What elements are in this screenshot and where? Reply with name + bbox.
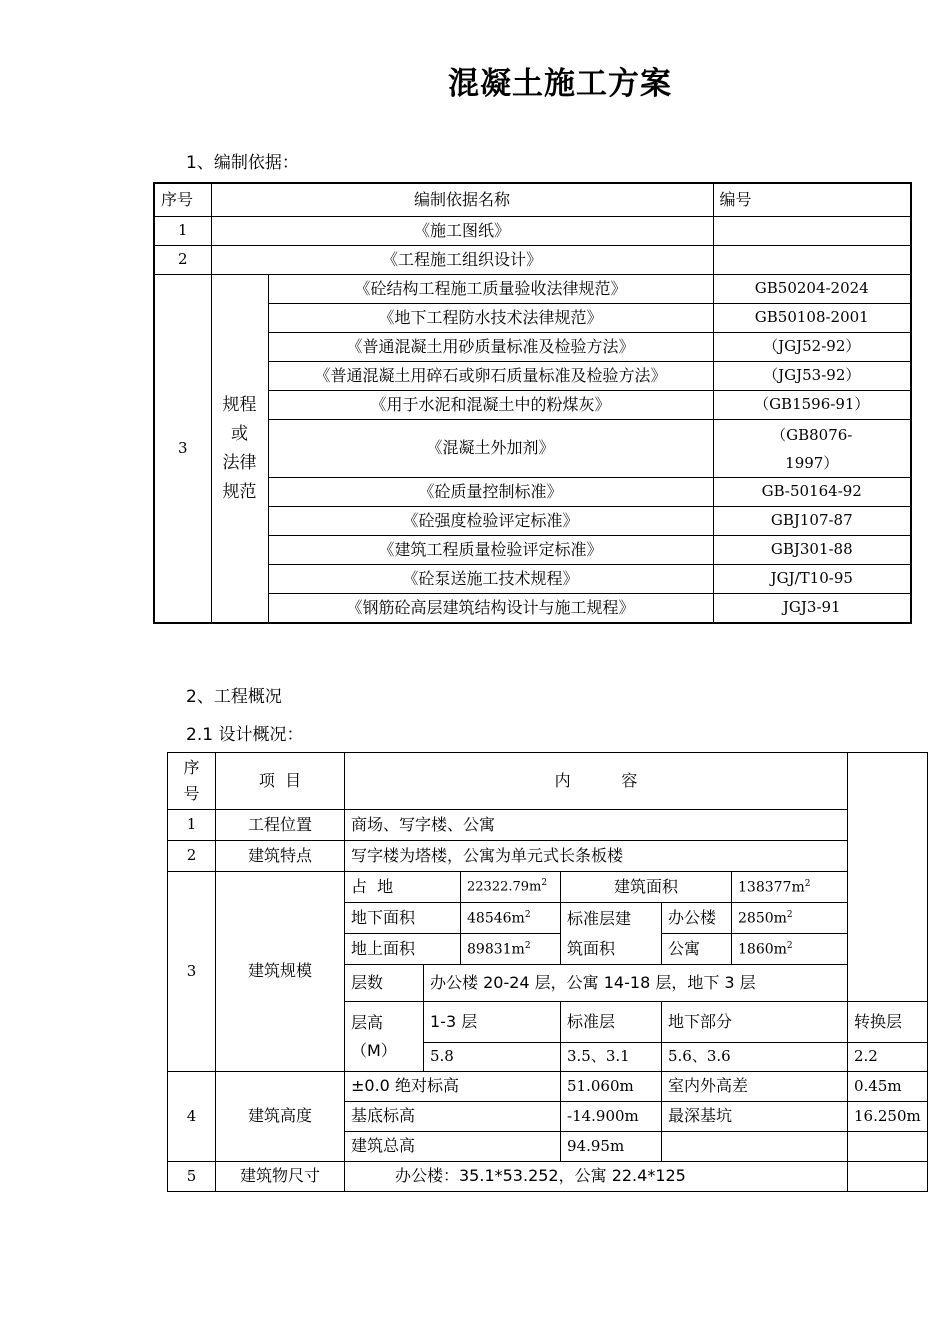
page-title: 混凝土施工方案 [448,66,672,102]
item-name: 《砼质量控制标准》 [268,478,713,507]
height-value: 5.8 [424,1043,561,1072]
diff-value: 0.45m [848,1072,928,1102]
base-label: 基底标高 [345,1102,561,1132]
land-value: $22322.79m^2$ [461,872,561,903]
group-no: 3 [154,275,211,624]
row-no: 2 [154,246,211,275]
abs-value: 51.060m [561,1072,662,1102]
apt-value: $1860m^2$ [732,934,848,965]
header-no: 序 号 [168,753,216,810]
item-code: JGJ/T10-95 [713,565,911,594]
row-no: 3 [168,872,216,1072]
table-header-row [168,753,928,810]
item-name: 《建筑工程质量检验评定标准》 [268,536,713,565]
height-label: 层高 （M） [345,1002,424,1072]
floors-label: 层数 [345,965,424,1002]
item-code: GB50204-2024 [713,275,911,304]
item-code: GBJ301-88 [713,536,911,565]
table-row [168,810,928,841]
area-value: $138377m^2$ [732,872,848,903]
base-value: -14.900m [561,1102,662,1132]
height-value: 2.2 [848,1043,928,1072]
category-line: 规范 [222,481,257,502]
header-code: 编号 [713,183,911,217]
row-name: 《施工图纸》 [211,217,713,246]
code-line: 1997） [785,453,839,472]
category-line: 规程 [222,394,257,415]
header-content: 内 容 [345,753,848,810]
row-code [713,246,911,275]
item-name: 《用于水泥和混凝土中的粉煤灰》 [268,391,713,420]
section1-heading: 1、编制依据： [186,153,299,173]
office-value: $2850m^2$ [732,903,848,934]
row-no: 2 [168,841,216,872]
table-row [154,478,911,507]
row-name: 《工程施工组织设计》 [211,246,713,275]
item-name: 《砼泵送施工技术规程》 [268,565,713,594]
total-value: 94.95m [561,1132,662,1162]
diff-label: 室内外高差 [668,1076,749,1096]
group-category [211,275,268,624]
height-col: 转换层 [848,1002,928,1043]
table-row [154,217,911,246]
land-label: 占 地 [345,872,461,903]
item-code: GB-50164-92 [713,478,911,507]
table-row [154,565,911,594]
item-name: 《砼强度检验评定标准》 [268,507,713,536]
table-header-row [154,183,911,217]
table-row [154,362,911,391]
table-row [154,420,911,478]
table-row [168,872,928,903]
row-item: 建筑物尺寸 [216,1162,345,1192]
table-row [154,507,911,536]
row-item: 建筑特点 [216,841,345,872]
empty-cell [662,1132,848,1162]
design-overview-table [167,752,928,1192]
height-value: 3.5、3.1 [561,1043,662,1072]
above-value: $89831m^2$ [461,934,561,965]
item-code: （JGJ53-92） [713,362,911,391]
item-code: GBJ107-87 [713,507,911,536]
category-line: 或 [231,423,248,444]
std-label: 标准层建 筑面积 [561,903,662,965]
item-code [713,420,911,478]
under-label: 地下面积 [345,903,461,934]
row-item: 建筑高度 [216,1072,345,1162]
header-item: 项 目 [216,753,345,810]
item-code: GB50108-2001 [713,304,911,333]
item-name: 《钢筋砼高层建筑结构设计与施工规程》 [268,594,713,624]
row-content: 办公楼：35.1*53.252，公寓 22.4*125 [345,1162,848,1192]
table-row [168,1072,928,1102]
row-no: 1 [168,810,216,841]
row-no: 5 [168,1162,216,1192]
item-name: 《普通混凝土用碎石或卵石质量标准及检验方法》 [268,362,713,391]
row-content: 写字楼为塔楼，公寓为单元式长条板楼 [345,841,848,872]
floors-value: 办公楼 20-24 层，公寓 14-18 层，地下 3 层 [424,965,848,1002]
table-row [154,246,911,275]
section2-heading: 2、工程概况 [186,687,282,707]
table-row [168,841,928,872]
basis-table [153,182,912,624]
table-row [154,304,911,333]
height-col: 1-3 层 [424,1002,561,1043]
height-value: 5.6、3.6 [662,1043,848,1072]
row-no: 1 [154,217,211,246]
header-no: 序号 [154,183,211,217]
item-name: 《地下工程防水技术法律规范》 [268,304,713,333]
table-row [154,333,911,362]
above-label: 地上面积 [345,934,461,965]
height-col: 标准层 [561,1002,662,1043]
category-line: 法律 [222,452,257,473]
table-row [154,594,911,624]
empty-cell [848,1132,928,1162]
apt-label: 公寓 [662,934,732,965]
item-code: （GB1596-91） [713,391,911,420]
row-code [713,217,911,246]
code-line: （GB8076- [771,425,853,444]
item-code: JGJ3-91 [713,594,911,624]
abs-label: ±0.0 绝对标高 [345,1072,561,1102]
area-label: 建筑面积 [561,872,732,903]
item-code: （JGJ52-92） [713,333,911,362]
table-row [168,1162,928,1192]
row-no: 4 [168,1072,216,1162]
row-content: 商场、写字楼、公寓 [345,810,848,841]
diff-cell [662,1072,848,1102]
section2-subheading: 2.1 设计概况： [186,725,304,745]
office-label: 办公楼 [662,903,732,934]
pit-value: 16.250m [848,1102,928,1132]
height-col: 地下部分 [662,1002,848,1043]
row-item: 工程位置 [216,810,345,841]
total-label: 建筑总高 [345,1132,561,1162]
row-item: 建筑规模 [216,872,345,1072]
item-name: 《砼结构工程施工质量验收法律规范》 [268,275,713,304]
table-row [154,536,911,565]
table-row [154,391,911,420]
item-name: 《普通混凝土用砂质量标准及检验方法》 [268,333,713,362]
header-name: 编制依据名称 [211,183,713,217]
pit-label: 最深基坑 [662,1102,848,1132]
item-name: 《混凝土外加剂》 [268,420,713,478]
under-value: $48546m^2$ [461,903,561,934]
table-row [154,275,911,304]
